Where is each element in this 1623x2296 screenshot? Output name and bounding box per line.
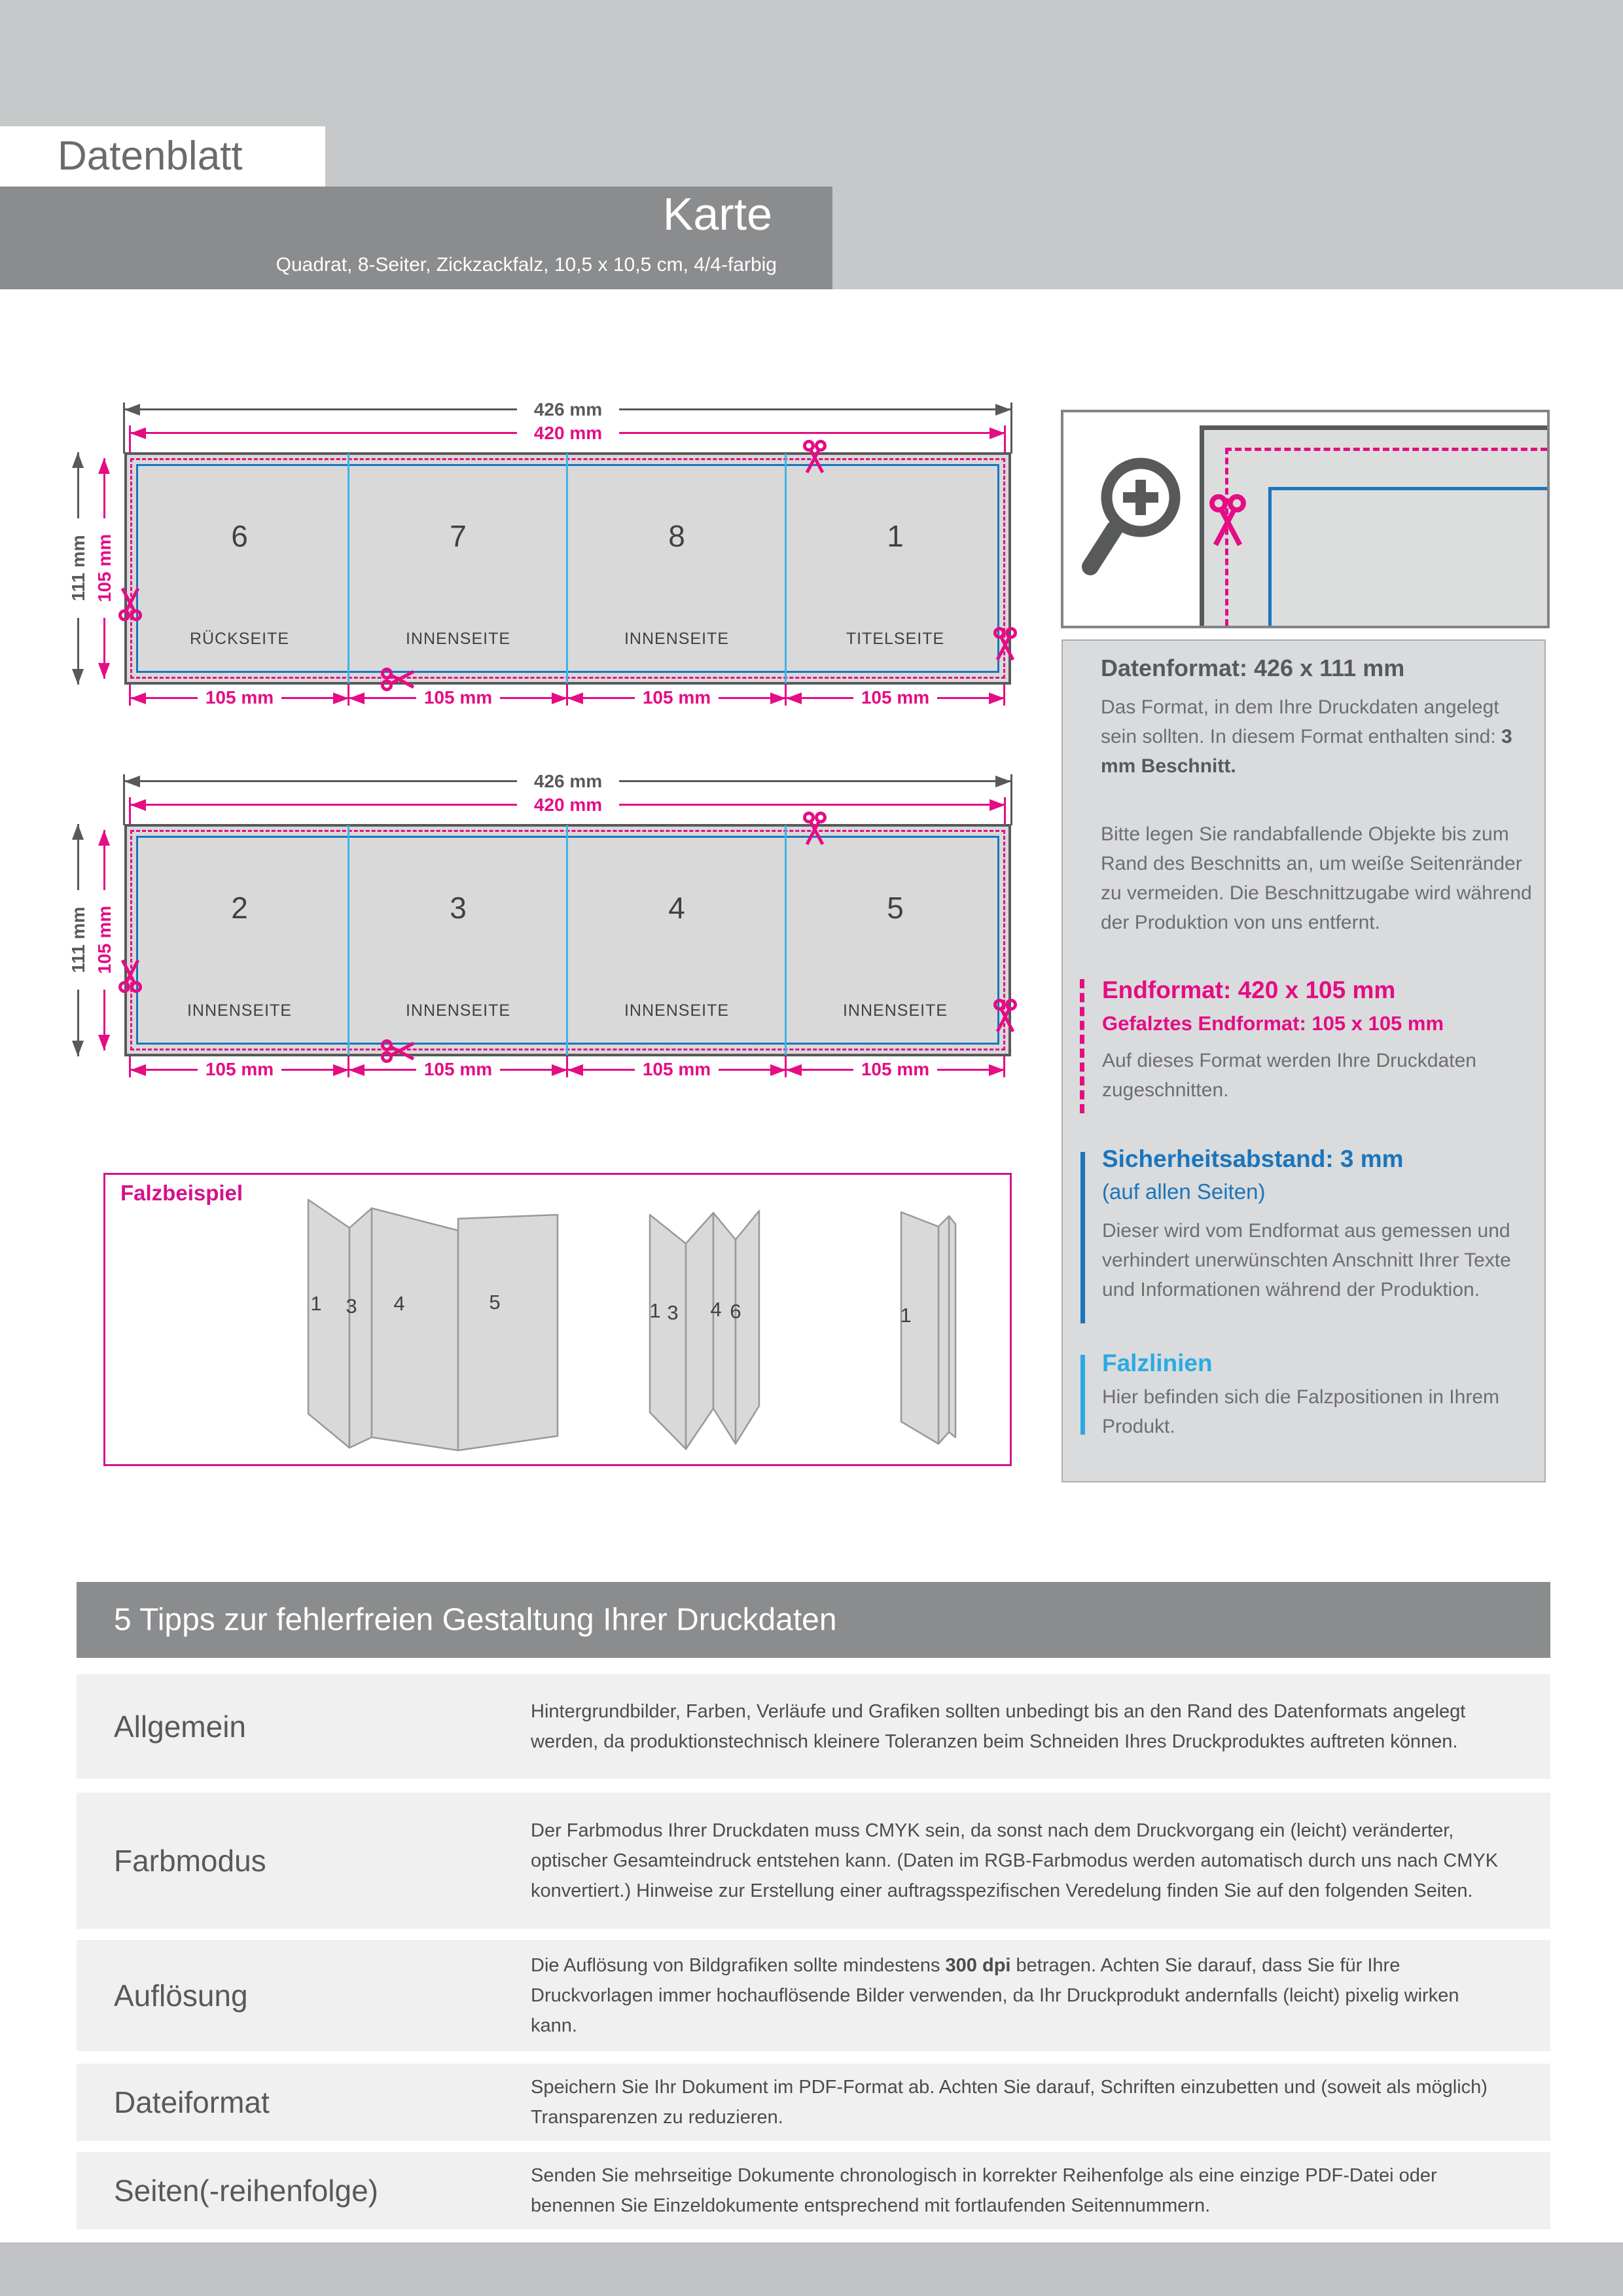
dim-panel-width: 105 mm	[567, 685, 786, 711]
fold-panel-number: 1	[900, 1304, 912, 1327]
fold-panel-number: 4	[393, 1292, 405, 1315]
corner-dataformat-line-v	[1200, 425, 1204, 626]
arrow-icon	[98, 830, 110, 846]
safety-subheading: (auf allen Seiten)	[1102, 1179, 1266, 1204]
dim-panel-width: 105 mm	[567, 1056, 786, 1083]
panel-caption: INNENSEITE	[842, 1001, 948, 1020]
fold-panel-number: 3	[346, 1295, 357, 1318]
fold-line	[566, 825, 568, 1055]
arrow-icon	[72, 1041, 84, 1056]
endformat-dashed-bar	[1080, 979, 1084, 1113]
endformat-heading: Endformat: 420 x 105 mm	[1102, 977, 1396, 1003]
foldlines-text: Hier befinden sich die Falzpositionen in Ihrem Produkt.	[1102, 1386, 1499, 1437]
dim-panel-width: 105 mm	[130, 1056, 349, 1083]
panel-number: 4	[668, 891, 685, 925]
doc-type-label: Datenblatt	[58, 134, 243, 179]
tip-label: Allgemein	[114, 1710, 246, 1744]
fold-example-illustration	[105, 1175, 1010, 1464]
tip-text: Speichern Sie Ihr Dokument im PDF-Format ab. Achten Sie darauf, Schriften einzubetten und (soweit als möglich) Transparenzen zu reduzieren.	[531, 2077, 1488, 2128]
tips-title: 5 Tipps zur fehlerfreien Gestaltung Ihrer Druckdaten	[114, 1602, 837, 1638]
safety-heading: Sicherheitsabstand: 3 mm	[1102, 1145, 1404, 1172]
scissors-icon	[381, 1038, 420, 1064]
dataformat-heading: Datenformat: 426 x 111 mm	[1101, 655, 1405, 681]
panel-number: 1	[887, 519, 904, 553]
fold-panel-number: 4	[710, 1298, 722, 1321]
arrow-icon	[995, 776, 1011, 787]
arrow-icon	[130, 799, 146, 811]
panel-number: 3	[450, 891, 467, 925]
panel-number: 2	[231, 891, 248, 925]
safety-text: Dieser wird vom Endformat aus gemessen und verhindert unerwünschten Anschnitt Ihrer Texte und Informationen während der Produktion.	[1102, 1220, 1511, 1300]
scissors-icon	[992, 999, 1018, 1038]
dim-panel-width: 105 mm	[349, 1056, 567, 1083]
fold-line	[348, 825, 349, 1055]
fold-example-title: Falzbeispiel	[120, 1181, 243, 1205]
corner-dataformat-line-h	[1200, 425, 1547, 430]
foldlines-heading: Falzlinien	[1102, 1350, 1213, 1376]
bleed-text: Bitte legen Sie randabfallende Objekte bis zum Rand des Beschnitts an, um weiße Seitenränder zu vermeiden. Die Beschnittzugabe wird während der Produktion von uns entfernt.	[1101, 823, 1532, 933]
scissors-icon	[1207, 494, 1248, 555]
panel-caption: INNENSEITE	[187, 1001, 293, 1020]
dataformat-text: Das Format, in dem Ihre Druckdaten angelegt sein sollten. In diesem Format enthalten sind: 3 mm Beschnitt.	[1101, 696, 1512, 777]
footer-gray-band	[0, 2242, 1623, 2296]
dim-panel-width: 105 mm	[786, 1056, 1005, 1083]
dim-trim-width: 420 mm	[517, 421, 619, 446]
scissors-icon	[802, 812, 828, 851]
panel-caption: RÜCKSEITE	[189, 630, 290, 648]
panel-number: 7	[450, 519, 467, 553]
fold-line	[785, 825, 787, 1055]
fold-panel-number: 6	[730, 1300, 741, 1323]
dim-trim-width: 420 mm	[517, 793, 619, 817]
tip-text: Die Auflösung von Bildgrafiken sollte mindestens 300 dpi betragen. Achten Sie darauf, dass Sie für Ihre Druckvorlagen immer hochauflösende Bilder verwenden, da Ihr Druckprodukt andernfalls (leicht) pixelig wirken kann.	[531, 1955, 1459, 2036]
tips-header-bar	[77, 1582, 1550, 1658]
corner-fill	[1202, 428, 1547, 626]
product-subtitle: Quadrat, 8-Seiter, Zickzackfalz, 10,5 x 10,5 cm, 4/4-farbig	[276, 254, 777, 276]
fold-panel-number: 5	[489, 1291, 501, 1314]
panel-number: 5	[887, 891, 904, 925]
tip-label: Auflösung	[114, 1979, 248, 2013]
tip-row-dateiformat	[77, 2064, 1550, 2141]
dim-panel-width: 105 mm	[349, 685, 567, 711]
panel-caption: INNENSEITE	[624, 1001, 730, 1020]
tip-label: Farbmodus	[114, 1844, 266, 1878]
dim-trim-height: 105 mm	[92, 518, 117, 618]
dim-total-height: 111 mm	[66, 518, 91, 618]
dim-total-width: 426 mm	[517, 397, 619, 422]
tip-row-aufloesung	[77, 1940, 1550, 2051]
dim-panel-width: 105 mm	[130, 685, 349, 711]
panel-caption: INNENSEITE	[624, 630, 730, 648]
endformat-text: Auf dieses Format werden Ihre Druckdaten zugeschnitten.	[1102, 1050, 1476, 1101]
endformat-subheading: Gefalztes Endformat: 105 x 105 mm	[1102, 1012, 1444, 1035]
fold-panel-number: 1	[649, 1299, 661, 1322]
tip-text: Der Farbmodus Ihrer Druckdaten muss CMYK sein, da sonst nach dem Druckvorgang ein (leicht) veränderter, optischer Gesamteindruck entstehen kann. (Daten im RGB-Farbmodus werden automatisch durch uns nach CMYK konvertiert.) Hinweise zur Erstellung einer auftragsspezifischen Veredelung finden Sie auf den folgenden Seiten.	[531, 1820, 1499, 1901]
arrow-icon	[72, 824, 84, 840]
corner-safety-line-h	[1268, 487, 1547, 490]
tip-row-allgemein	[77, 1674, 1550, 1779]
corner-endformat-dashed-h	[1225, 448, 1547, 451]
tip-text: Senden Sie mehrseitige Dokumente chronologisch in korrekter Reihenfolge als eine einzige PDF-Datei oder benennen Sie Einzeldokumente entsprechend mit fortlaufenden Seitennummern.	[531, 2165, 1437, 2216]
tip-label: Seiten(-reihenfolge)	[114, 2174, 379, 2208]
dim-total-width: 426 mm	[517, 769, 619, 794]
scissors-icon	[117, 954, 143, 993]
panel-number: 6	[231, 519, 248, 553]
fold-panel-number: 1	[310, 1292, 322, 1315]
foldlines-bar	[1080, 1355, 1085, 1435]
safety-bar	[1080, 1152, 1085, 1323]
corner-safety-line-v	[1268, 487, 1272, 626]
panel-caption: INNENSEITE	[405, 630, 511, 648]
tip-row-farbmodus	[77, 1793, 1550, 1929]
dim-total-height: 111 mm	[66, 890, 91, 990]
arrow-icon	[98, 1035, 110, 1050]
dim-panel-width: 105 mm	[786, 685, 1005, 711]
magnifier-icon	[1079, 450, 1190, 588]
panel-caption: INNENSEITE	[405, 1001, 511, 1020]
tip-row-seitenreihenfolge	[77, 2152, 1550, 2229]
tip-label: Dateiformat	[114, 2085, 270, 2119]
panel-caption: TITELSEITE	[846, 630, 945, 648]
product-title: Karte	[662, 188, 772, 240]
fold-panel-number: 3	[667, 1301, 679, 1324]
panel-number: 8	[668, 519, 685, 553]
dim-trim-height: 105 mm	[92, 890, 117, 990]
arrow-icon	[124, 776, 140, 787]
tip-text: Hintergrundbilder, Farben, Verläufe und Grafiken sollten unbedingt bis an den Rand des Datenformats angelegt werden, da produktionstechnisch kleinere Toleranzen beim Schneiden Ihres Druckproduktes auftreten können.	[531, 1701, 1466, 1752]
arrow-icon	[990, 799, 1005, 811]
